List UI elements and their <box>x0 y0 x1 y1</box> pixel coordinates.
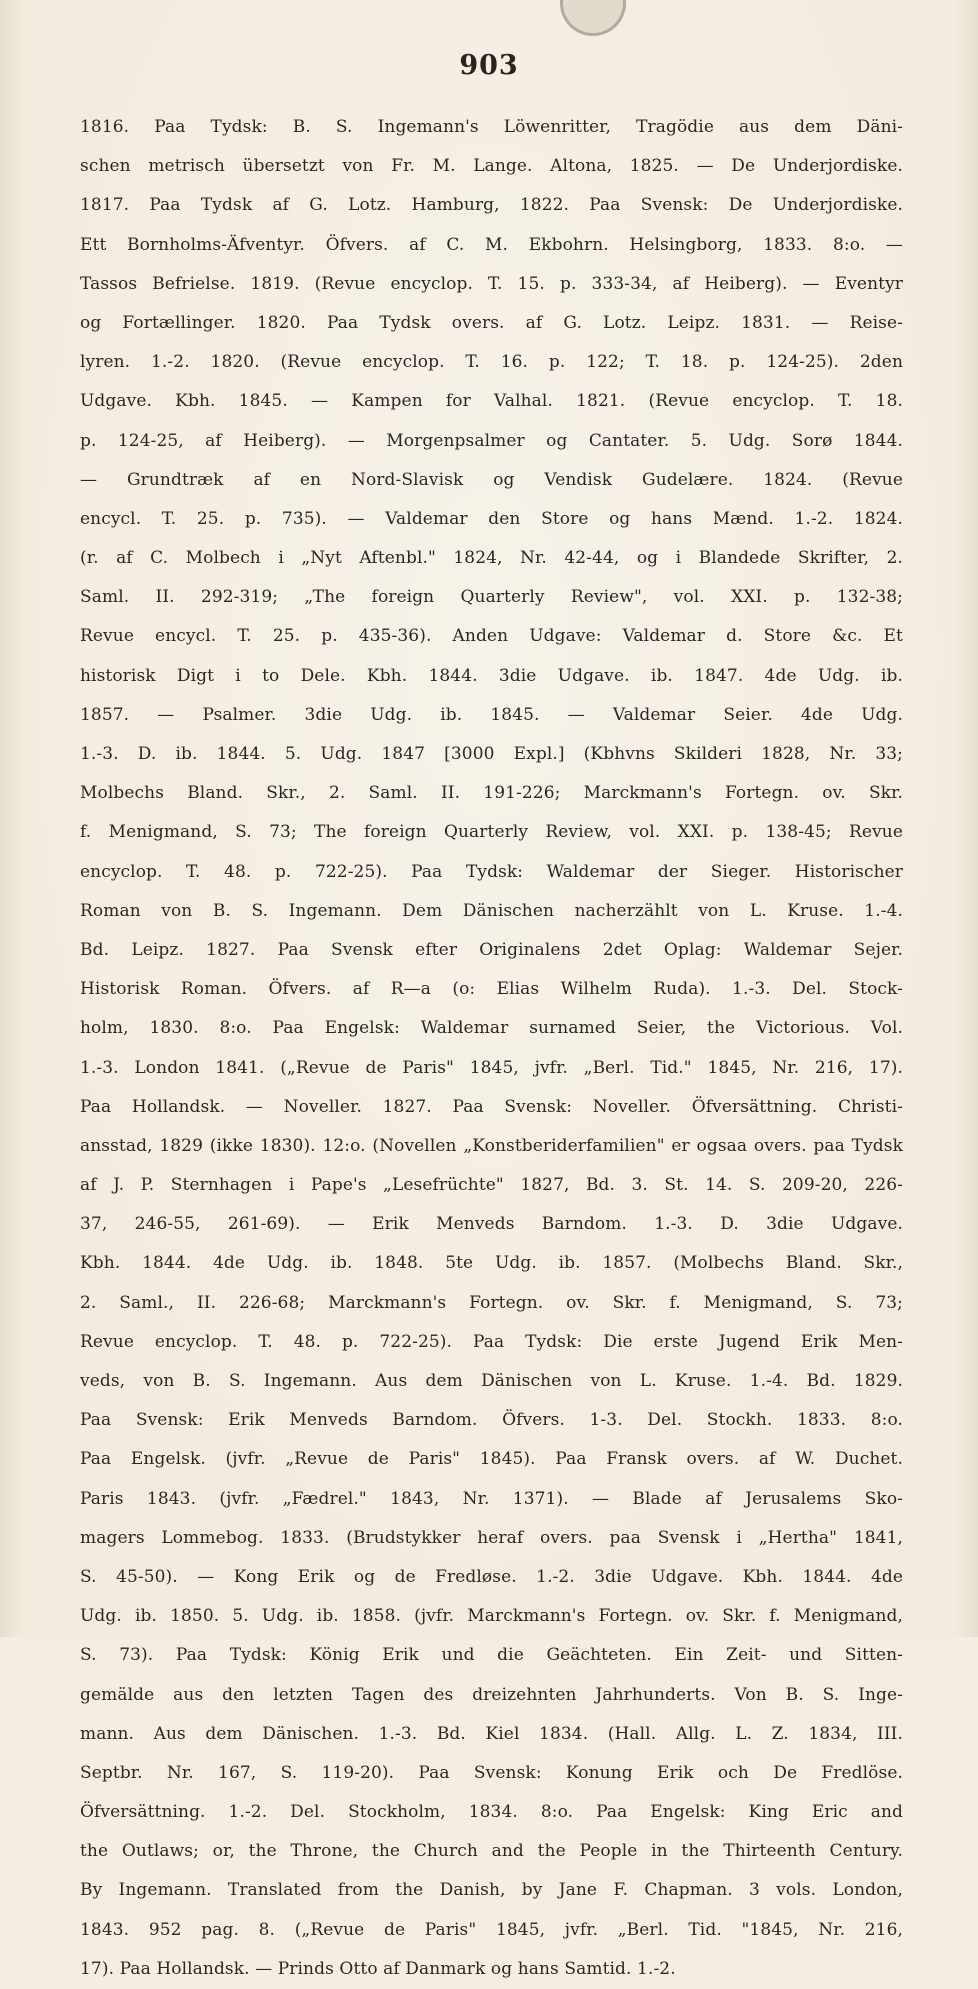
text-line: gemälde aus den letzten Tagen des dreizehnten Jahrhunderts. Von B. S. Inge- <box>80 1684 903 1705</box>
text-line: mann. Aus dem Dänischen. 1.-3. Bd. Kiel 1834. (Hall. Allg. L. Z. 1834, III. <box>80 1723 903 1744</box>
text-line: S. 73). Paa Tydsk: König Erik und die Geächteten. Ein Zeit- und Sitten- <box>80 1645 903 1666</box>
text-line: encycl. T. 25. p. 735). — Valdemar den Store og hans Mænd. 1.-2. 1824. <box>80 508 903 529</box>
text-line: Udg. ib. 1850. 5. Udg. ib. 1858. (jvfr. Marckmann's Fortegn. ov. Skr. f. Menigmand, <box>80 1606 903 1627</box>
text-line: f. Menigmand, S. 73; The foreign Quarterly Review, vol. XXI. p. 138-45; Revue <box>80 822 903 843</box>
text-line: 1843. 952 pag. 8. („Revue de Paris" 1845, jvfr. „Berl. Tid. "1845, Nr. 216, <box>80 1919 903 1940</box>
text-line: Roman von B. S. Ingemann. Dem Dänischen nacherzählt von L. Kruse. 1.-4. <box>80 900 903 921</box>
text-line: Paris 1843. (jvfr. „Fædrel." 1843, Nr. 1371). — Blade af Jerusalems Sko- <box>80 1488 903 1509</box>
text-line: Kbh. 1844. 4de Udg. ib. 1848. 5te Udg. ib. 1857. (Molbechs Bland. Skr., <box>80 1253 903 1274</box>
text-line: Ett Bornholms-Äfventyr. Öfvers. af C. M. Ekbohrn. Helsingborg, 1833. 8:o. — <box>80 234 903 255</box>
text-line: By Ingemann. Translated from the Danish, by Jane F. Chapman. 3 vols. London, <box>80 1880 903 1901</box>
text-line: 1817. Paa Tydsk af G. Lotz. Hamburg, 1822. Paa Svensk: De Underjordiske. <box>80 195 903 216</box>
text-line: 1.-3. London 1841. („Revue de Paris" 1845, jvfr. „Berl. Tid." 1845, Nr. 216, 17). <box>80 1057 903 1078</box>
text-line: 37, 246-55, 261-69). — Erik Menveds Barndom. 1.-3. D. 3die Udgave. <box>80 1214 903 1235</box>
text-line: Molbechs Bland. Skr., 2. Saml. II. 191-226; Marckmann's Fortegn. ov. Skr. <box>80 783 903 804</box>
text-line: Tassos Befrielse. 1819. (Revue encyclop. T. 15. p. 333-34, af Heiberg). — Eventyr <box>80 273 903 294</box>
text-line: af J. P. Sternhagen i Pape's „Lesefrüchte" 1827, Bd. 3. St. 14. S. 209-20, 226- <box>80 1175 903 1196</box>
body-text <box>80 108 903 1989</box>
page-number: 903 <box>459 50 519 81</box>
binding-hole-mark <box>560 0 626 36</box>
text-line: holm, 1830. 8:o. Paa Engelsk: Waldemar surnamed Seier, the Victorious. Vol. <box>80 1018 903 1039</box>
text-line: 2. Saml., II. 226-68; Marckmann's Fortegn. ov. Skr. f. Menigmand, S. 73; <box>80 1292 903 1313</box>
text-line: Historisk Roman. Öfvers. af R—a (o: Elias Wilhelm Ruda). 1.-3. Del. Stock- <box>80 979 903 1000</box>
text-line: lyren. 1.-2. 1820. (Revue encyclop. T. 16. p. 122; T. 18. p. 124-25). 2den <box>80 352 903 373</box>
text-line: Revue encyclop. T. 48. p. 722-25). Paa Tydsk: Die erste Jugend Erik Men- <box>80 1331 903 1352</box>
text-line: the Outlaws; or, the Throne, the Church and the People in the Thirteenth Century. <box>80 1841 903 1862</box>
text-line: historisk Digt i to Dele. Kbh. 1844. 3die Udgave. ib. 1847. 4de Udg. ib. <box>80 665 903 686</box>
text-line: S. 45-50). — Kong Erik og de Fredløse. 1.-2. 3die Udgave. Kbh. 1844. 4de <box>80 1566 903 1587</box>
text-line: encyclop. T. 48. p. 722-25). Paa Tydsk: Waldemar der Sieger. Historischer <box>80 861 903 882</box>
text-line: og Fortællinger. 1820. Paa Tydsk overs. af G. Lotz. Leipz. 1831. — Reise- <box>80 312 903 333</box>
text-line: Septbr. Nr. 167, S. 119-20). Paa Svensk: Konung Erik och De Fredlöse. <box>80 1762 903 1783</box>
text-line: ansstad, 1829 (ikke 1830). 12:o. (Novellen „Konstberiderfamilien" er ogsaa overs. paa Tydsk <box>80 1135 903 1156</box>
text-line: magers Lommebog. 1833. (Brudstykker heraf overs. paa Svensk i „Hertha" 1841, <box>80 1527 903 1548</box>
text-line: Saml. II. 292-319; „The foreign Quarterly Review", vol. XXI. p. 132-38; <box>80 587 903 608</box>
text-line: 1816. Paa Tydsk: B. S. Ingemann's Löwenritter, Tragödie aus dem Däni- <box>80 117 903 137</box>
text-line: Udgave. Kbh. 1845. — Kampen for Valhal. 1821. (Revue encyclop. T. 18. <box>80 391 903 412</box>
text-line: — Grundtræk af en Nord-Slavisk og Vendisk Gudelære. 1824. (Revue <box>80 469 903 490</box>
text-line: Revue encycl. T. 25. p. 435-36). Anden Udgave: Valdemar d. Store &c. Et <box>80 626 903 647</box>
text-line: schen metrisch übersetzt von Fr. M. Lange. Altona, 1825. — De Underjordiske. <box>80 156 903 177</box>
text-line: Paa Engelsk. (jvfr. „Revue de Paris" 1845). Paa Fransk overs. af W. Duchet. <box>80 1449 903 1470</box>
text-line: p. 124-25, af Heiberg). — Morgenpsalmer og Cantater. 5. Udg. Sorø 1844. <box>80 430 903 451</box>
text-line: Paa Hollandsk. — Noveller. 1827. Paa Svensk: Noveller. Öfversättning. Christi- <box>80 1096 903 1117</box>
text-line: Öfversättning. 1.-2. Del. Stockholm, 1834. 8:o. Paa Engelsk: King Eric and <box>80 1802 903 1823</box>
text-line: veds, von B. S. Ingemann. Aus dem Dänischen von L. Kruse. 1.-4. Bd. 1829. <box>80 1371 903 1391</box>
text-line: 1857. — Psalmer. 3die Udg. ib. 1845. — Valdemar Seier. 4de Udg. <box>80 704 903 725</box>
text-line: Paa Svensk: Erik Menveds Barndom. Öfvers. 1-3. Del. Stockh. 1833. 8:o. <box>80 1410 903 1431</box>
text-line: 17). Paa Hollandsk. — Prinds Otto af Danmark og hans Samtid. 1.-2. <box>80 1958 676 1979</box>
text-line: 1.-3. D. ib. 1844. 5. Udg. 1847 [3000 Expl.] (Kbhvns Skilderi 1828, Nr. 33; <box>80 744 903 764</box>
text-line: (r. af C. Molbech i „Nyt Aftenbl." 1824, Nr. 42-44, og i Blandede Skrifter, 2. <box>80 548 903 569</box>
text-line: Bd. Leipz. 1827. Paa Svensk efter Originalens 2det Oplag: Waldemar Sejer. <box>80 939 903 960</box>
